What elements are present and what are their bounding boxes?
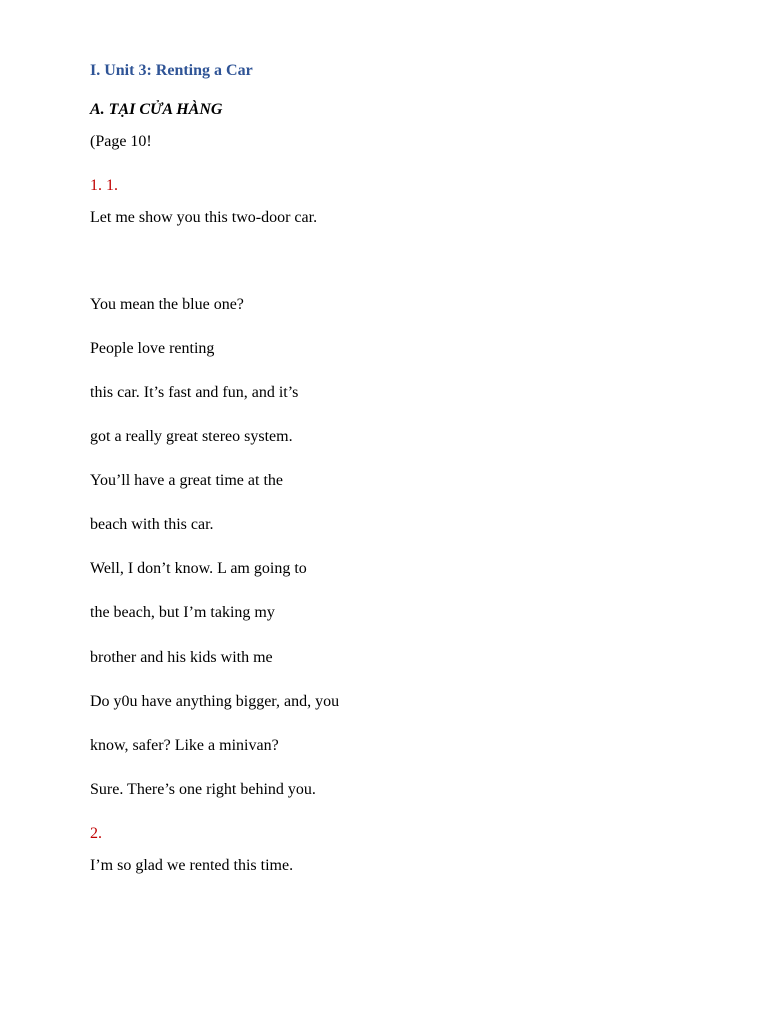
section-heading: A. TẠI CỬA HÀNG: [90, 101, 223, 118]
page-reference: (Page 10!: [90, 133, 152, 150]
dialogue-line: You’ll have a great time at the: [90, 472, 283, 489]
dialogue-line: You mean the blue one?: [90, 296, 244, 313]
dialogue-line: I’m so glad we rented this time.: [90, 857, 294, 874]
unit-heading: I. Unit 3: Renting a Car: [90, 62, 253, 79]
dialogue-line: got a really great stereo system.: [90, 428, 293, 445]
dialogue-line: Sure. There’s one right behind you.: [90, 781, 316, 798]
part-number-2: 2.: [90, 825, 102, 842]
dialogue-line: Let me show you this two-door car.: [90, 209, 318, 226]
dialogue-line: Well, I don’t know. L am going to: [90, 560, 307, 577]
part-number-1: 1. 1.: [90, 177, 118, 194]
dialogue-line: know, safer? Like a minivan?: [90, 737, 279, 754]
dialogue-line: Do y0u have anything bigger, and, you: [90, 693, 340, 710]
dialogue-line: the beach, but I’m taking my: [90, 604, 275, 621]
dialogue-line: this car. It’s fast and fun, and it’s: [90, 384, 299, 401]
dialogue-line: People love renting: [90, 340, 215, 357]
dialogue-line: brother and his kids with me: [90, 649, 273, 666]
dialogue-line: beach with this car.: [90, 516, 214, 533]
